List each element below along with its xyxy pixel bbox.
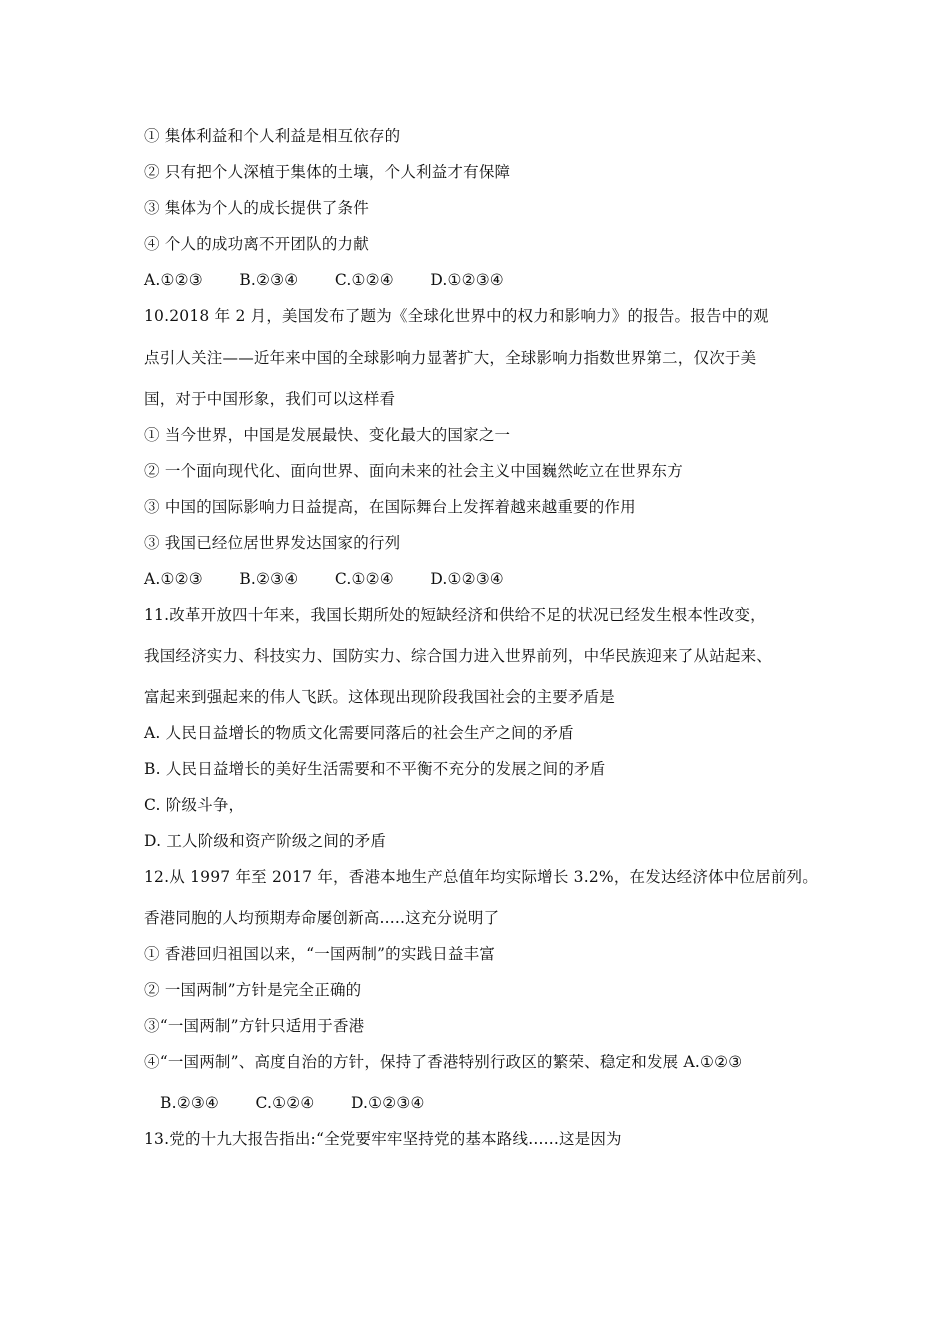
question-11-stem-end: 富起来到强起来的伟人飞跃。这体现出现阶段我国社会的主要矛盾是 — [144, 688, 616, 706]
answer-choices: A.①②③ B.②③④ C.①②④ D.①②③④ — [144, 570, 504, 588]
question-10-stem-end: 国，对于中国形象，我们可以这样看 — [144, 390, 396, 408]
option-4-with-choice-a: ④“一国两制”、高度自治的方针，保持了香港特别行政区的繁荣、稳定和发展 A.①②③ — [144, 1053, 743, 1071]
answer-choices: A.①②③ B.②③④ C.①②④ D.①②③④ — [144, 271, 504, 289]
option-b: B. 人民日益增长的美好生活需要和不平衡不充分的发展之间的矛盾 — [144, 760, 606, 778]
question-11-stem: 11.改革开放四十年来，我国长期所处的短缺经济和供给不足的状况已经发生根本性改变， — [144, 606, 766, 624]
question-12-stem: 12.从 1997 年至 2017 年，香港本地生产总值年均实际增长 3.2%，在发达经济体中位居前列。 — [144, 868, 818, 886]
option-4: ④ 个人的成功离不开团队的力献 — [144, 235, 369, 253]
option-2: ② 一个面向现代化、面向世界、面向未来的社会主义中国巍然屹立在世界东方 — [144, 462, 683, 480]
option-2: ② 只有把个人深植于集体的土壤，个人利益才有保障 — [144, 163, 511, 181]
option-3: ③ 中国的国际影响力日益提高，在国际舞台上发挥着越来越重要的作用 — [144, 498, 636, 516]
answer-choices: B.②③④ C.①②④ D.①②③④ — [160, 1094, 425, 1112]
option-a: A. 人民日益增长的物质文化需要同落后的社会生产之间的矛盾 — [144, 724, 574, 742]
option-d: D. 工人阶级和资产阶级之间的矛盾 — [144, 832, 387, 850]
question-10-stem-cont: 点引人关注——近年来中国的全球影响力显著扩大，全球影响力指数世界第二，仅次于美 — [144, 349, 757, 367]
option-3: ③“一国两制”方针只适用于香港 — [144, 1017, 365, 1035]
option-4: ③ 我国已经位居世界发达国家的行列 — [144, 534, 401, 552]
option-1: ① 集体利益和个人利益是相互依存的 — [144, 127, 401, 145]
option-c: C. 阶级斗争， — [144, 796, 245, 814]
option-1: ① 当今世界，中国是发展最快、变化最大的国家之一 — [144, 426, 511, 444]
question-12-stem-cont: 香港同胞的人均预期寿命屡创新高.....这充分说明了 — [144, 909, 500, 927]
question-11-stem-cont: 我国经济实力、科技实力、国防实力、综合国力进入世界前列，中华民族迎来了从站起来、 — [144, 647, 773, 665]
option-2: ② 一国两制”方针是完全正确的 — [144, 981, 362, 999]
question-10-stem: 10.2018 年 2 月，美国发布了题为《全球化世界中的权力和影响力》的报告。报告中的观 — [144, 307, 769, 325]
option-1: ① 香港回归祖国以来，“一国两制”的实践日益丰富 — [144, 945, 496, 963]
option-3: ③ 集体为个人的成长提供了条件 — [144, 199, 369, 217]
question-13-stem: 13.党的十九大报告指出:“全党要牢牢坚持党的基本路线......这是因为 — [144, 1130, 622, 1148]
